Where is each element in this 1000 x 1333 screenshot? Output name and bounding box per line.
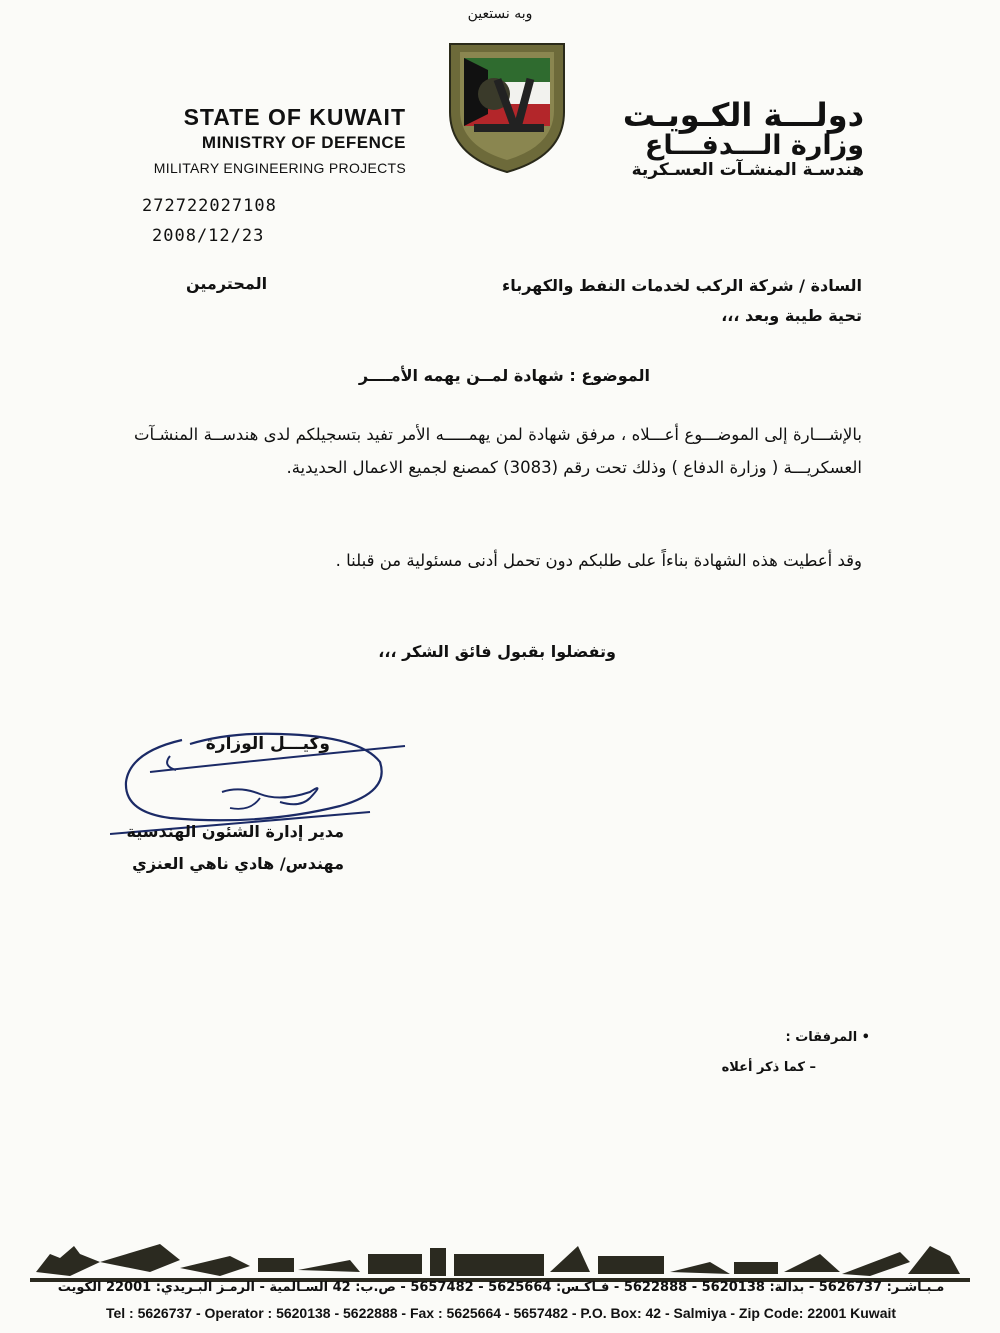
attachments-label-text: المرفقات : <box>785 1030 858 1045</box>
letterhead-state-ar: دولـــة الكـويـت <box>622 96 864 134</box>
signature-title-1: وكيـــل الوزارة <box>205 734 330 754</box>
signature-title-2: مدير إدارة الشئون الهندسية <box>126 822 344 841</box>
letterhead-department-ar: هندسـة المنشـآت العسـكرية <box>631 160 864 180</box>
letterhead-ministry-en: MINISTRY OF DEFENCE <box>201 133 406 152</box>
invocation-text: وبه نستعين <box>467 6 533 22</box>
recipient-line: السادة / شركة الركب لخدمات النفط والكهرباء <box>502 276 862 295</box>
signatory-name: مهندس/ هادي ناهي العنزي <box>132 854 344 873</box>
attachments-item: – كما ذكر أعلاه <box>721 1060 816 1075</box>
closing-line: وتفضلوا بقبول فائق الشكر ،،، <box>378 642 616 661</box>
footer-contact-ar: مـبـاشـر: 5626737 - بدالة: 5620138 - 5622888 - فـاكـس: 5625664 - 5657482 - ص.ب: 42 السـالمية - الرمـز البـريدي: 22001 الكويت <box>57 1280 945 1295</box>
ministry-emblem <box>444 38 570 176</box>
body-paragraph-1: بالإشـــارة إلى الموضـــوع أعـــلاه ، مرفق شهادة لمن يهمـــــه الأمر تفيد بتسجيلكم لدى هندســة المنشـآت العسكريـــة ( وزارة الدفاع ) وذلك تحت رقم (3083) كمصنع لجميع الاعمال الحديدية. <box>134 425 862 477</box>
greeting: تحية طيبة وبعد ،،، <box>721 306 862 325</box>
letterhead-ministry-ar: وزارة الـــدفـــاع <box>644 130 864 161</box>
letterhead-state-en: STATE OF KUWAIT <box>183 104 406 130</box>
footer-military-silhouettes <box>30 1232 970 1286</box>
reference-number: 272722027108 <box>142 196 277 216</box>
letter-date: 2008/12/23 <box>152 226 265 246</box>
attachments-label <box>670 1030 870 1045</box>
bullet-icon: • <box>857 1030 870 1045</box>
body-paragraph-2: وقد أعطيت هذه الشهادة بناءاً على طلبكم دون تحمل أدنى مسئولية من قبلنا . <box>335 551 862 570</box>
subject-line: الموضوع : شهادة لمــن يهمه الأمــــر <box>358 366 650 385</box>
letterhead-department-en: MILITARY ENGINEERING PROJECTS <box>153 160 406 176</box>
honorific: المحترمين <box>186 274 268 293</box>
footer-contact-en: Tel : 5626737 - Operator : 5620138 - 5622888 - Fax : 5625664 - 5657482 - P.O. Box: 42 - Salmiya - Zip Code: 22001 Kuwait <box>105 1305 897 1321</box>
